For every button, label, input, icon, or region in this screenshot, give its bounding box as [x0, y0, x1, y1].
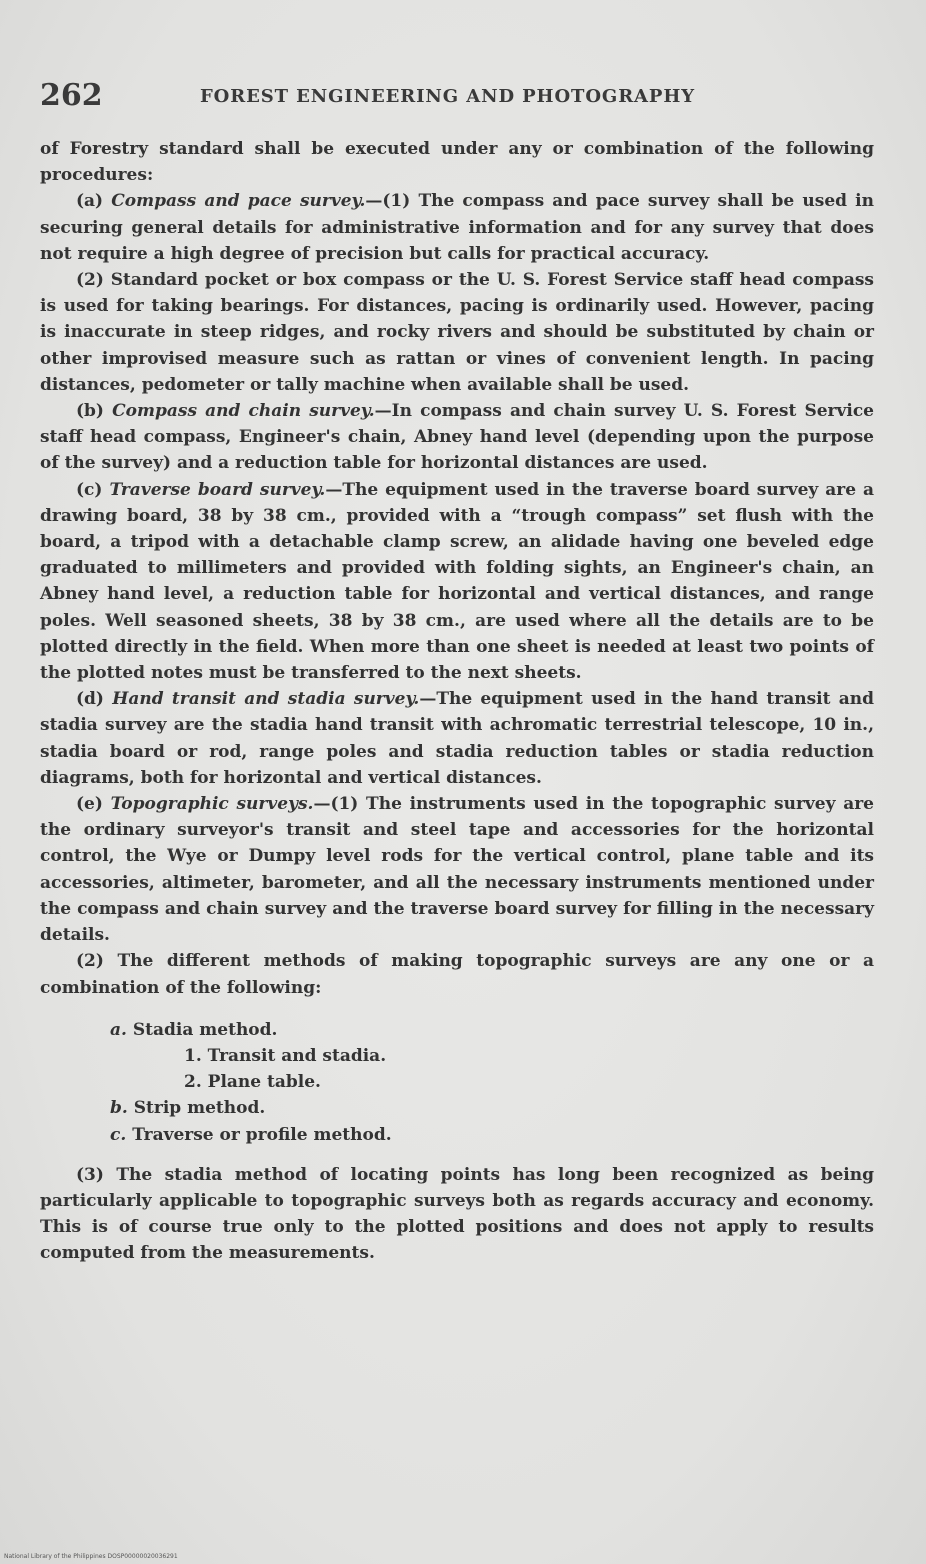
- list-item: [110, 1122, 874, 1148]
- paragraph-e3: (3) The stadia method of locating points has long been recognized as being particularly applicable to topographic surveys both as regards accuracy and economy. This is of course true only to the plotted positions and does not apply to results computed from the measurements.: [40, 1164, 874, 1264]
- paragraph-c-title: Traverse board survey.: [109, 479, 326, 500]
- paragraph-a-title: Compass and pace survey.: [111, 191, 366, 212]
- paragraph-b: [40, 398, 874, 477]
- paragraph-e-label: (e): [76, 794, 103, 815]
- paragraph-a-text: —(1) The compass and pace survey shall be used in securing general details for administrative information and for any survey that does not require a high degree of precision but calls for practical accuracy.: [40, 191, 874, 264]
- paragraph-e: [40, 791, 874, 948]
- paragraph-b-title: Compass and chain survey.: [112, 401, 375, 422]
- paragraph-e-text: —(1) The instruments used in the topographic survey are the ordinary surveyor's transit and steel tape and accessories for the horizontal control, the Wye or Dumpy level rods for the vertical control, plane table and its accessories, altimeter, barometer, and all the necessary instruments mentioned under the compass and chain survey and the traverse board survey for filling in the necessary details.: [40, 794, 874, 946]
- paragraph-c-label: (c): [76, 479, 103, 500]
- paragraph-a2: (2) Standard pocket or box compass or the U. S. Forest Service staff head compass is used for taking bearings. For distances, pacing is ordinarily used. However, pacing is inaccurate in steep ridges, and rocky rivers and should be substituted by chain or other improvised measure such as rattan or vines of convenient length. In pacing distances, pedometer or tally machine when available shall be used.: [40, 270, 874, 395]
- paragraph-d-label: (d): [76, 689, 104, 710]
- methods-list: [40, 1017, 874, 1148]
- paragraph-b-label: (b): [76, 401, 104, 422]
- list-letter: a.: [110, 1019, 127, 1040]
- paragraph-intro: of Forestry standard shall be executed under any or combination of the following procedures:: [40, 139, 874, 186]
- list-text: Traverse or profile method.: [132, 1124, 392, 1145]
- list-subitem: 2. Plane table.: [184, 1072, 321, 1093]
- list-text: Stadia method.: [132, 1019, 278, 1040]
- list-letter: b.: [110, 1098, 128, 1119]
- paragraph-d-text: —The equipment used in the hand transit and stadia survey are the stadia hand transit with achromatic terrestrial telescope, 10 in., stadia board or rod, range poles and stadia reduction tables or stadia reduction diagrams, both for horizontal and vertical distances.: [40, 689, 874, 788]
- paragraph-a-label: (a): [76, 191, 104, 212]
- running-title: FOREST ENGINEERING AND PHOTOGRAPHY: [200, 86, 696, 107]
- paragraph-d: [40, 686, 874, 791]
- paragraph-c-text: —The equipment used in the traverse board survey are a drawing board, 38 by 38 cm., provided with a “trough compass” set flush with the board, a tripod with a detachable clamp screw, an alidade having one beveled edge graduated to millimeters and provided with folding sights, an Engineer's chain, an Abney hand level, a reduction table for horizontal and vertical distances, and range poles. Well seasoned sheets, 38 by 38 cm., are used where all the details are to be plotted directly in the field. When more than one sheet is needed at least two points of the plotted notes must be transferred to the next sheets.: [40, 479, 875, 684]
- page-number: 262: [40, 78, 103, 113]
- body-text: [40, 136, 874, 1267]
- paragraph-e2: (2) The different methods of making topographic surveys are any one or a combination of the following:: [40, 951, 874, 998]
- paragraph-e-title: Topographic surveys.: [110, 794, 314, 815]
- paragraph-c: [40, 477, 874, 687]
- list-text: Strip method.: [133, 1098, 266, 1119]
- list-letter: c.: [110, 1124, 127, 1145]
- paragraph-d-title: Hand transit and stadia survey.: [112, 689, 420, 710]
- list-subitem: 1. Transit and stadia.: [184, 1045, 387, 1066]
- page-header: [40, 78, 880, 118]
- scan-footer: National Library of the Philippines DOSP00000020036291: [4, 1553, 178, 1560]
- list-item: [110, 1095, 874, 1121]
- list-item: [110, 1017, 874, 1043]
- paragraph-b-text: —In compass and chain survey U. S. Forest Service staff head compass, Engineer's chain, Abney hand level (depending upon the purpose of the survey) and a reduction table for horizontal distances are used.: [40, 401, 874, 474]
- paragraph-a: [40, 188, 874, 267]
